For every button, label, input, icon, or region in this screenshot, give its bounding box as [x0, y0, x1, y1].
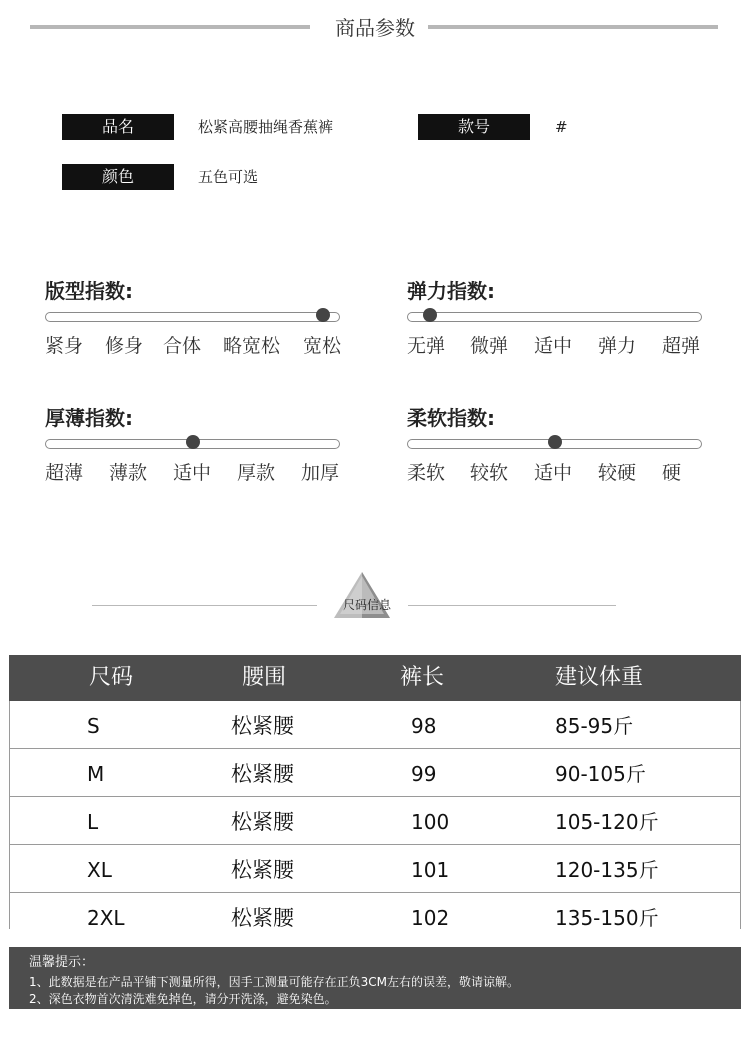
- size-divider-right: [408, 605, 616, 606]
- index-option: 合体: [163, 335, 202, 357]
- header-divider-right: [428, 25, 718, 29]
- table-row: [9, 845, 741, 893]
- index-slider-knob: [186, 435, 200, 449]
- cell-waist: 松紧腰: [231, 810, 294, 834]
- cell-length: 101: [411, 858, 450, 882]
- table-row: [9, 797, 741, 845]
- cell-length: 98: [411, 714, 437, 738]
- param-label-name: 品名: [62, 114, 174, 140]
- notes-title: 温馨提示：: [29, 955, 95, 970]
- index-option: 超薄: [45, 462, 84, 484]
- col-header-size: 尺码: [89, 665, 134, 690]
- cell-length: 102: [411, 906, 450, 930]
- index-slider-track: [45, 312, 340, 322]
- size-divider-left: [92, 605, 317, 606]
- cell-weight: 120-135斤: [555, 858, 659, 882]
- cell-length: 99: [411, 762, 437, 786]
- index-title: 厚薄指数:: [45, 406, 133, 430]
- index-slider-knob: [548, 435, 562, 449]
- cell-weight: 105-120斤: [555, 810, 659, 834]
- index-option: 无弹: [407, 335, 446, 357]
- param-label-color: 颜色: [62, 164, 174, 190]
- index-option: 弹力: [598, 335, 637, 357]
- index-option: 加厚: [301, 462, 340, 484]
- cell-size: S: [87, 714, 100, 738]
- index-slider-track: [407, 312, 702, 322]
- col-header-length: 裤长: [400, 665, 445, 690]
- param-value-style-no: #: [555, 118, 568, 136]
- index-title: 柔软指数:: [407, 406, 495, 430]
- cell-waist: 松紧腰: [231, 762, 294, 786]
- index-option: 微弹: [470, 335, 509, 357]
- index-title: 弹力指数:: [407, 279, 495, 303]
- size-table-header: [9, 655, 741, 701]
- index-option: 较软: [470, 462, 509, 484]
- index-option: 紧身: [45, 335, 84, 357]
- cell-size: XL: [87, 858, 112, 882]
- cell-waist: 松紧腰: [231, 858, 294, 882]
- index-option: 修身: [105, 335, 144, 357]
- notes-line-2: 2、深色衣物首次清洗难免掉色，请分开洗涤，避免染色。: [29, 992, 337, 1006]
- param-value-color: 五色可选: [198, 168, 259, 186]
- cell-size: M: [87, 762, 105, 786]
- table-row: [9, 701, 741, 749]
- col-header-weight: 建议体重: [555, 665, 644, 690]
- cell-weight: 135-150斤: [555, 906, 659, 930]
- index-option: 较硬: [598, 462, 637, 484]
- index-option: 适中: [534, 462, 573, 484]
- index-option: 适中: [173, 462, 212, 484]
- table-row: [9, 893, 741, 941]
- index-option: 宽松: [303, 335, 342, 357]
- size-section-title: 尺码信息: [342, 598, 391, 612]
- index-slider-knob: [316, 308, 330, 322]
- index-option: 厚款: [237, 462, 276, 484]
- col-header-waist: 腰围: [242, 665, 287, 690]
- cell-waist: 松紧腰: [231, 906, 294, 930]
- index-slider-knob: [423, 308, 437, 322]
- cell-size: 2XL: [87, 906, 125, 930]
- page-title: 商品参数: [335, 16, 415, 40]
- notes-panel: [9, 947, 741, 1009]
- param-label-style-no: 款号: [418, 114, 530, 140]
- cell-size: L: [87, 810, 99, 834]
- header-divider-left: [30, 25, 310, 29]
- notes-line-1: 1、此数据是在产品平铺下测量所得，因手工测量可能存在正负3CM左右的误差，敬请谅解。: [29, 975, 520, 989]
- cell-waist: 松紧腰: [231, 714, 294, 738]
- index-option: 硬: [662, 462, 682, 484]
- cell-weight: 90-105斤: [555, 762, 646, 786]
- cell-weight: 85-95斤: [555, 714, 634, 738]
- index-option: 略宽松: [223, 335, 281, 357]
- index-option: 薄款: [109, 462, 148, 484]
- index-option: 柔软: [407, 462, 446, 484]
- index-title: 版型指数:: [45, 279, 133, 303]
- index-option: 超弹: [662, 335, 701, 357]
- index-option: 适中: [534, 335, 573, 357]
- cell-length: 100: [411, 810, 450, 834]
- param-value-name: 松紧高腰抽绳香蕉裤: [198, 118, 334, 136]
- table-row: [9, 749, 741, 797]
